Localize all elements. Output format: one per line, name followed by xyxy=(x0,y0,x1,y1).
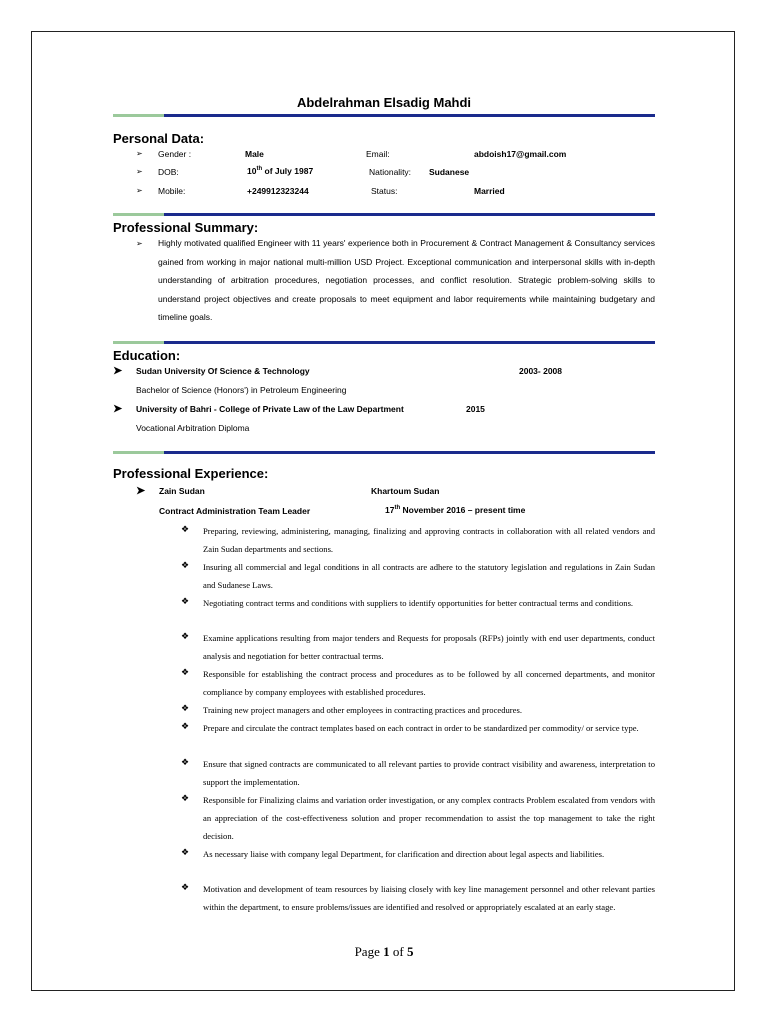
diamond-bullet-icon: ❖ xyxy=(181,757,190,767)
mobile-label: Mobile: xyxy=(158,186,186,196)
experience-bullet: Insuring all commercial and legal conditions in all contracts are adhere to the statutory legislation and regulations in Zain Sudan and Sudanese Laws. xyxy=(203,562,655,590)
experience-bullet: Responsible for Finalizing claims and variation order investigation, or any complex contracts Problem escalated from vendors with an appreciation of the cost-effectiveness solution and proper recommendation to assist the top management to take the right decision. xyxy=(203,795,655,841)
arrow-bullet-icon: ➢ xyxy=(136,186,143,195)
experience-bullet: Negotiating contract terms and conditions with suppliers to identify opportunities for better contractual terms and conditions. xyxy=(203,598,634,608)
nationality-label: Nationality: xyxy=(369,167,412,177)
experience-role: Contract Administration Team Leader xyxy=(159,506,311,516)
diamond-bullet-icon: ❖ xyxy=(181,596,190,606)
section-rule xyxy=(113,341,655,344)
email-label: Email: xyxy=(366,149,390,159)
section-rule xyxy=(113,213,655,216)
education-years: 2015 xyxy=(466,404,485,414)
diamond-bullet-icon: ❖ xyxy=(181,667,190,677)
experience-bullet: Training new project managers and other employees in contracting practices and procedures. xyxy=(203,705,522,715)
arrow-bullet-icon: ➢ xyxy=(136,167,143,176)
diamond-bullet-icon: ❖ xyxy=(181,560,190,570)
experience-bullet: Preparing, reviewing, administering, managing, finalizing and approving contracts in collaboration with all related vendors and Zain Sudan departments and sections. xyxy=(203,526,655,554)
diamond-bullet-icon: ❖ xyxy=(181,793,190,803)
experience-bullet: Prepare and circulate the contract templates based on each contract in order to be standardized per commodity/ or service type. xyxy=(203,723,639,733)
arrow-bullet-icon: ➤ xyxy=(136,485,146,497)
experience-company: Zain Sudan xyxy=(159,486,205,496)
experience-dates: 17th November 2016 – present time xyxy=(385,505,526,515)
diamond-bullet-icon: ❖ xyxy=(181,847,190,857)
summary-text: Highly motivated qualified Engineer with 11 years' experience both in Procurement & Contract Management & Consultancy services gained from working in major national multi-million USD Project. Exceptional communication and interpersonal skills with in-depth understanding of arbitration procedures, negotiation processes, and conflict resolution. Strategic problem-solving skills to understand project objectives and create proposals to meet equipment and labor requirements while maintaining budgetary and timeline goals. xyxy=(158,238,655,323)
arrow-bullet-icon: ➤ xyxy=(113,403,123,415)
arrow-bullet-icon: ➤ xyxy=(113,365,123,377)
education-years: 2003- 2008 xyxy=(519,366,563,376)
arrow-bullet-icon: ➢ xyxy=(136,239,143,248)
education-degree: Vocational Arbitration Diploma xyxy=(136,423,250,433)
dob-value: 10th of July 1987 xyxy=(247,166,314,176)
experience-bullet: As necessary liaise with company legal Department, for clarification and direction about legal aspects and liabilities. xyxy=(203,849,605,859)
education-school: Sudan University Of Science & Technology xyxy=(136,366,310,376)
gender-value: Male xyxy=(245,149,264,159)
education-degree: Bachelor of Science (Honors') in Petroleum Engineering xyxy=(136,385,347,395)
experience-heading: Professional Experience: xyxy=(113,466,269,481)
experience-bullet: Responsible for establishing the contract process and procedures as to be followed by all concerned departments, and monitor compliance by company employees with established procedures. xyxy=(203,669,655,697)
diamond-bullet-icon: ❖ xyxy=(181,524,190,534)
experience-bullet: Motivation and development of team resources by liaising closely with key line management personnel and other relevant parties within the department, to ensure problems/issues are identified and resolved or appropriately escalated at an early stage. xyxy=(203,884,655,912)
diamond-bullet-icon: ❖ xyxy=(181,631,190,641)
experience-location: Khartoum Sudan xyxy=(371,486,440,496)
diamond-bullet-icon: ❖ xyxy=(181,703,190,713)
email-value: abdoish17@gmail.com xyxy=(474,149,567,159)
section-rule xyxy=(113,114,655,117)
status-value: Married xyxy=(474,186,505,196)
summary-heading: Professional Summary: xyxy=(113,220,259,235)
experience-bullet: Ensure that signed contracts are communicated to all relevant parties to provide contract visibility and awareness, interpretation to support the implementation. xyxy=(203,759,655,787)
arrow-bullet-icon: ➢ xyxy=(136,149,143,158)
gender-label: Gender : xyxy=(158,149,192,159)
dob-label: DOB: xyxy=(158,167,179,177)
education-heading: Education: xyxy=(113,348,181,363)
personal-heading: Personal Data: xyxy=(113,131,205,146)
diamond-bullet-icon: ❖ xyxy=(181,882,190,892)
education-school: University of Bahri - College of Private Law of the Law Department xyxy=(136,404,404,414)
section-rule xyxy=(113,451,655,454)
mobile-value: +249912323244 xyxy=(247,186,309,196)
status-label: Status: xyxy=(371,186,398,196)
diamond-bullet-icon: ❖ xyxy=(181,721,190,731)
nationality-value: Sudanese xyxy=(429,167,470,177)
experience-bullet: Examine applications resulting from major tenders and Requests for proposals (RFPs) jointly with end user departments, conduct analysis and negotiation for better contractual terms. xyxy=(203,633,655,661)
page-footer: Page 1 of 5 xyxy=(354,944,414,959)
resume-name: Abdelrahman Elsadig Mahdi xyxy=(296,95,472,110)
